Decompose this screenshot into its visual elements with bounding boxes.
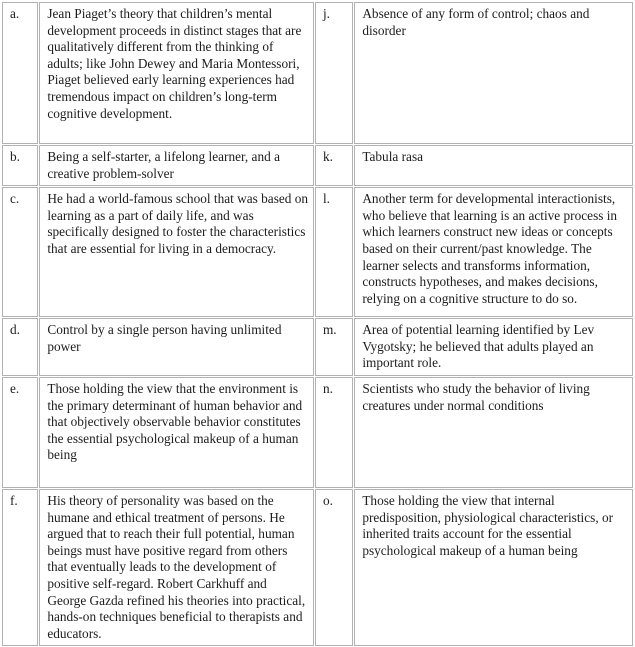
letter-cell: f.: [2, 489, 38, 646]
letter-cell: o.: [315, 489, 353, 646]
definition-cell: Being a self-starter, a lifelong learner, and a creative problem-solver: [39, 145, 314, 186]
table-row: [2, 145, 633, 186]
letter-cell: c.: [2, 187, 38, 317]
table-row: [2, 2, 633, 144]
definition-cell: Scientists who study the behavior of living creatures under normal conditions: [354, 377, 633, 488]
definition-cell: Those holding the view that internal predisposition, physiological characteristics, or inherited traits account for the essential psychological makeup of a human being: [354, 489, 633, 646]
letter-cell: k.: [315, 145, 353, 186]
letter-cell: a.: [2, 2, 38, 144]
table-row: [2, 187, 633, 317]
table-row: [2, 377, 633, 488]
definition-cell: Those holding the view that the environment is the primary determinant of human behavior and that objectively observable behavior constitutes the essential psychological makeup of a human being: [39, 377, 314, 488]
letter-cell: e.: [2, 377, 38, 488]
definition-cell: Another term for developmental interactionists, who believe that learning is an active process in which learners construct new ideas or concepts based on their current/past knowledge. The learner selects and transforms information, constructs hypotheses, and makes decisions, relying on a cognitive structure to do so.: [354, 187, 633, 317]
letter-cell: j.: [315, 2, 353, 144]
matching-definitions-table: [1, 1, 634, 647]
letter-cell: n.: [315, 377, 353, 488]
table-row: [2, 318, 633, 376]
definition-cell: His theory of personality was based on the humane and ethical treatment of persons. He argued that to reach their full potential, human beings must have positive regard from others that eventually leads to the development of positive self-regard. Robert Carkhuff and George Gazda refined his theories into practical, hands-on techniques beneficial to therapists and educators.: [39, 489, 314, 646]
definition-cell: He had a world-famous school that was based on learning as a part of daily life, and was specifically designed to foster the characteristics that are essential for living in a democracy.: [39, 187, 314, 317]
definition-cell: Control by a single person having unlimited power: [39, 318, 314, 376]
letter-cell: m.: [315, 318, 353, 376]
letter-cell: d.: [2, 318, 38, 376]
table-row: [2, 489, 633, 646]
letter-cell: b.: [2, 145, 38, 186]
definition-cell: Jean Piaget’s theory that children’s mental development proceeds in distinct stages that are qualitatively different from the thinking of adults; like John Dewey and Maria Montessori, Piaget believed early learning experiences had tremendous impact on children’s long-term cognitive development.: [39, 2, 314, 144]
letter-cell: l.: [315, 187, 353, 317]
definition-cell: Absence of any form of control; chaos and disorder: [354, 2, 633, 144]
definition-cell: Tabula rasa: [354, 145, 633, 186]
definition-cell: Area of potential learning identified by Lev Vygotsky; he believed that adults played an important role.: [354, 318, 633, 376]
